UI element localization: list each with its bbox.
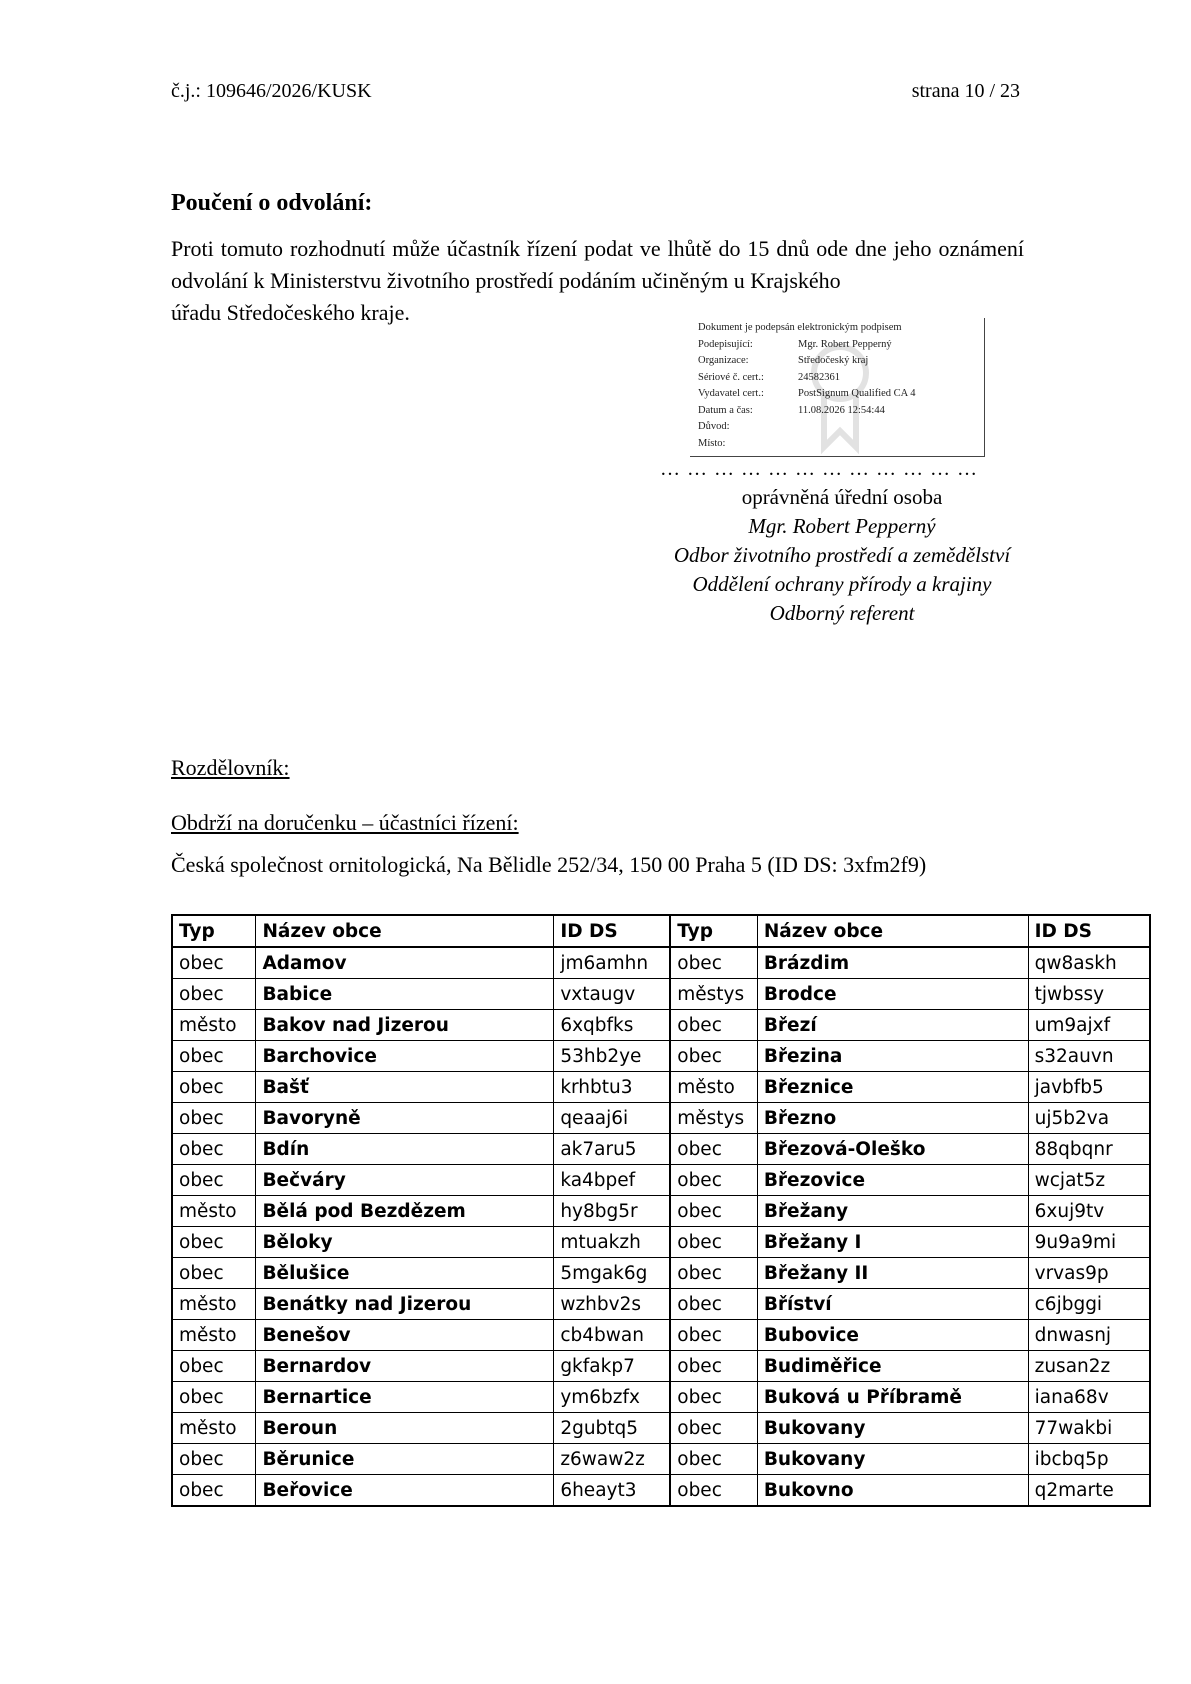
data-box-id-cell: cb4bwan (554, 1320, 670, 1351)
data-box-id-cell: tjwbssy (1028, 979, 1150, 1010)
data-box-id-cell: qw8askh (1028, 947, 1150, 979)
stamp-value: Mgr. Robert Pepperný (798, 338, 892, 350)
table-row (172, 1320, 1150, 1351)
data-box-id-cell: z6waw2z (554, 1444, 670, 1475)
column-header: Typ (172, 915, 256, 947)
municipality-name-cell: Březina (757, 1041, 1028, 1072)
type-cell: obec (172, 1227, 256, 1258)
type-cell: obec (172, 979, 256, 1010)
stamp-row (698, 386, 980, 403)
type-cell: obec (670, 1475, 757, 1507)
municipality-name-cell: Beroun (256, 1413, 554, 1444)
stamp-value: Středočeský kraj (798, 355, 869, 366)
data-box-id-cell: krhbtu3 (554, 1072, 670, 1103)
municipality-name-cell: Březnice (757, 1072, 1028, 1103)
municipality-name-cell: Bakov nad Jizerou (256, 1010, 554, 1041)
data-box-id-cell: wcjat5z (1028, 1165, 1150, 1196)
municipality-name-cell: Bukovany (757, 1413, 1028, 1444)
table-row (172, 1196, 1150, 1227)
data-box-id-cell: um9ajxf (1028, 1010, 1150, 1041)
data-box-id-cell: wzhbv2s (554, 1289, 670, 1320)
type-cell: město (172, 1010, 256, 1041)
data-box-id-cell: javbfb5 (1028, 1072, 1150, 1103)
signatory-department: Odbor životního prostředí a zemědělství (673, 543, 1011, 567)
type-cell: obec (670, 947, 757, 979)
type-cell: obec (172, 1258, 256, 1289)
data-box-id-cell: 6heayt3 (554, 1475, 670, 1507)
data-box-id-cell: vrvas9p (1028, 1258, 1150, 1289)
municipality-name-cell: Bukovno (757, 1475, 1028, 1507)
municipality-name-cell: Březí (757, 1010, 1028, 1041)
table-row (172, 1351, 1150, 1382)
stamp-key: Důvod: (698, 421, 730, 432)
type-cell: město (172, 1289, 256, 1320)
table-row (172, 1382, 1150, 1413)
municipality-name-cell: Březová-Oleško (757, 1134, 1028, 1165)
municipality-name-cell: Bělušice (256, 1258, 554, 1289)
stamp-key: Podepisující: (698, 338, 753, 350)
type-cell: město (172, 1320, 256, 1351)
data-box-id-cell: hy8bg5r (554, 1196, 670, 1227)
type-cell: městys (670, 979, 757, 1010)
signatory-name: Mgr. Robert Pepperný (748, 514, 936, 538)
municipality-name-cell: Bečváry (256, 1165, 554, 1196)
electronic-signature-stamp (690, 318, 985, 457)
stamp-value (798, 419, 980, 436)
municipality-name-cell: Bernartice (256, 1382, 554, 1413)
appeal-text-last: úřadu Středočeského kraje. (171, 300, 410, 325)
table-row (172, 1475, 1150, 1507)
signatory-section: Oddělení ochrany přírody a krajiny (692, 572, 992, 596)
table-row (172, 1258, 1150, 1289)
municipality-name-cell: Barchovice (256, 1041, 554, 1072)
page-number: strana 10 / 23 (911, 80, 1020, 102)
type-cell: obec (670, 1382, 757, 1413)
type-cell: obec (670, 1258, 757, 1289)
appeal-paragraph (171, 233, 1024, 329)
data-box-id-cell: 9u9a9mi (1028, 1227, 1150, 1258)
type-cell: obec (670, 1413, 757, 1444)
stamp-row (698, 337, 980, 354)
stamp-key: Vydavatel cert.: (698, 388, 764, 399)
table-row (172, 1072, 1150, 1103)
stamp-key: Sériové č. cert.: (698, 371, 764, 383)
table-row (172, 979, 1150, 1010)
stamp-value: 24582361 (798, 371, 840, 383)
document-reference: č.j.: 109646/2026/KUSK (171, 80, 372, 102)
data-box-id-cell: c6jbggi (1028, 1289, 1150, 1320)
signatory-block (652, 483, 1032, 628)
stamp-key: Místo: (698, 437, 726, 449)
municipality-name-cell: Beřovice (256, 1475, 554, 1507)
municipality-name-cell: Březovice (757, 1165, 1028, 1196)
data-box-id-cell: dnwasnj (1028, 1320, 1150, 1351)
type-cell: obec (670, 1444, 757, 1475)
data-box-id-cell: ka4bpef (554, 1165, 670, 1196)
type-cell: město (172, 1196, 256, 1227)
municipality-name-cell: Brodce (757, 979, 1028, 1010)
stamp-row (698, 370, 980, 387)
data-box-id-cell: 2gubtq5 (554, 1413, 670, 1444)
signatory-role: oprávněná úřední osoba (741, 485, 943, 509)
type-cell: obec (670, 1227, 757, 1258)
appeal-heading: Poučení o odvolání: (171, 190, 373, 216)
data-box-id-cell: iana68v (1028, 1382, 1150, 1413)
data-box-id-cell: 53hb2ye (554, 1041, 670, 1072)
municipality-name-cell: Benešov (256, 1320, 554, 1351)
table-row (172, 1227, 1150, 1258)
data-box-id-cell: 5mgak6g (554, 1258, 670, 1289)
data-box-id-cell: 6xqbfks (554, 1010, 670, 1041)
table-row (172, 947, 1150, 979)
municipality-name-cell: Bubovice (757, 1320, 1028, 1351)
type-cell: obec (670, 1196, 757, 1227)
data-box-id-cell: jm6amhn (554, 947, 670, 979)
data-box-id-cell: uj5b2va (1028, 1103, 1150, 1134)
data-box-id-cell: 77wakbi (1028, 1413, 1150, 1444)
stamp-row (698, 436, 980, 453)
type-cell: obec (670, 1041, 757, 1072)
data-box-id-cell: 6xuj9tv (1028, 1196, 1150, 1227)
data-box-id-cell: vxtaugv (554, 979, 670, 1010)
municipality-name-cell: Bříství (757, 1289, 1028, 1320)
signature-line: … … … … … … … … … … … … (660, 458, 978, 480)
data-box-id-cell: ym6bzfx (554, 1382, 670, 1413)
stamp-row (698, 403, 980, 420)
municipality-name-cell: Běloky (256, 1227, 554, 1258)
municipality-name-cell: Benátky nad Jizerou (256, 1289, 554, 1320)
municipality-name-cell: Bukovany (757, 1444, 1028, 1475)
type-cell: obec (172, 1041, 256, 1072)
table-header-row (172, 915, 1150, 947)
distribution-party: Česká společnost ornitologická, Na Bělidle 252/34, 150 00 Praha 5 (ID DS: 3xfm2f9) (171, 852, 927, 877)
data-box-id-cell: mtuakzh (554, 1227, 670, 1258)
type-cell: město (670, 1072, 757, 1103)
appeal-text: Proti tomuto rozhodnutí může účastník řízení podat ve lhůtě do 15 dnů ode dne jeho oznámení odvolání k Ministerstvu životního prostředí podáním učiněným u Krajského (171, 236, 1024, 293)
table-row (172, 1413, 1150, 1444)
type-cell: obec (172, 1165, 256, 1196)
municipality-name-cell: Břežany (757, 1196, 1028, 1227)
column-header: ID DS (554, 915, 670, 947)
municipality-table (171, 914, 1151, 1507)
municipality-name-cell: Břežany II (757, 1258, 1028, 1289)
municipality-name-cell: Bernardov (256, 1351, 554, 1382)
municipality-name-cell: Buková u Příbramě (757, 1382, 1028, 1413)
stamp-key: Organizace: (698, 355, 749, 366)
municipality-name-cell: Budiměřice (757, 1351, 1028, 1382)
stamp-row (698, 353, 980, 370)
column-header: Název obce (757, 915, 1028, 947)
municipality-name-cell: Bašť (256, 1072, 554, 1103)
type-cell: obec (670, 1351, 757, 1382)
data-box-id-cell: 88qbqnr (1028, 1134, 1150, 1165)
data-box-id-cell: s32auvn (1028, 1041, 1150, 1072)
type-cell: obec (172, 1134, 256, 1165)
table-row (172, 1289, 1150, 1320)
type-cell: obec (172, 1072, 256, 1103)
type-cell: město (172, 1413, 256, 1444)
municipality-name-cell: Bavoryně (256, 1103, 554, 1134)
type-cell: obec (172, 1103, 256, 1134)
type-cell: obec (670, 1289, 757, 1320)
column-header: Název obce (256, 915, 554, 947)
table-row (172, 1041, 1150, 1072)
type-cell: obec (172, 1475, 256, 1507)
column-header: Typ (670, 915, 757, 947)
municipality-name-cell: Bělá pod Bezdězem (256, 1196, 554, 1227)
stamp-key: Datum a čas: (698, 404, 753, 416)
stamp-value: PostSignum Qualified CA 4 (798, 388, 916, 399)
data-box-id-cell: ibcbq5p (1028, 1444, 1150, 1475)
column-header: ID DS (1028, 915, 1150, 947)
stamp-value (798, 436, 980, 453)
type-cell: obec (670, 1010, 757, 1041)
municipality-name-cell: Brázdim (757, 947, 1028, 979)
municipality-name-cell: Březno (757, 1103, 1028, 1134)
signatory-position: Odborný referent (769, 601, 915, 625)
stamp-row (698, 419, 980, 436)
table-row (172, 1444, 1150, 1475)
type-cell: obec (670, 1165, 757, 1196)
municipality-name-cell: Břežany I (757, 1227, 1028, 1258)
stamp-heading: Dokument je podepsán elektronickým podpisem (698, 322, 902, 333)
type-cell: obec (670, 1320, 757, 1351)
municipality-name-cell: Adamov (256, 947, 554, 979)
municipality-name-cell: Běrunice (256, 1444, 554, 1475)
municipality-name-cell: Babice (256, 979, 554, 1010)
type-cell: obec (670, 1134, 757, 1165)
table-row (172, 1165, 1150, 1196)
data-box-id-cell: zusan2z (1028, 1351, 1150, 1382)
table-row (172, 1103, 1150, 1134)
data-box-id-cell: q2marte (1028, 1475, 1150, 1507)
distribution-heading: Rozdělovník: (171, 755, 290, 780)
data-box-id-cell: qeaaj6i (554, 1103, 670, 1134)
municipality-name-cell: Bdín (256, 1134, 554, 1165)
table-row (172, 1010, 1150, 1041)
type-cell: obec (172, 947, 256, 979)
stamp-value: 11.08.2026 12:54:44 (798, 404, 885, 416)
type-cell: obec (172, 1444, 256, 1475)
type-cell: obec (172, 1382, 256, 1413)
type-cell: obec (172, 1351, 256, 1382)
type-cell: městys (670, 1103, 757, 1134)
distribution-subheading: Obdrží na doručenku – účastníci řízení: (171, 810, 519, 835)
table-row (172, 1134, 1150, 1165)
data-box-id-cell: gkfakp7 (554, 1351, 670, 1382)
data-box-id-cell: ak7aru5 (554, 1134, 670, 1165)
